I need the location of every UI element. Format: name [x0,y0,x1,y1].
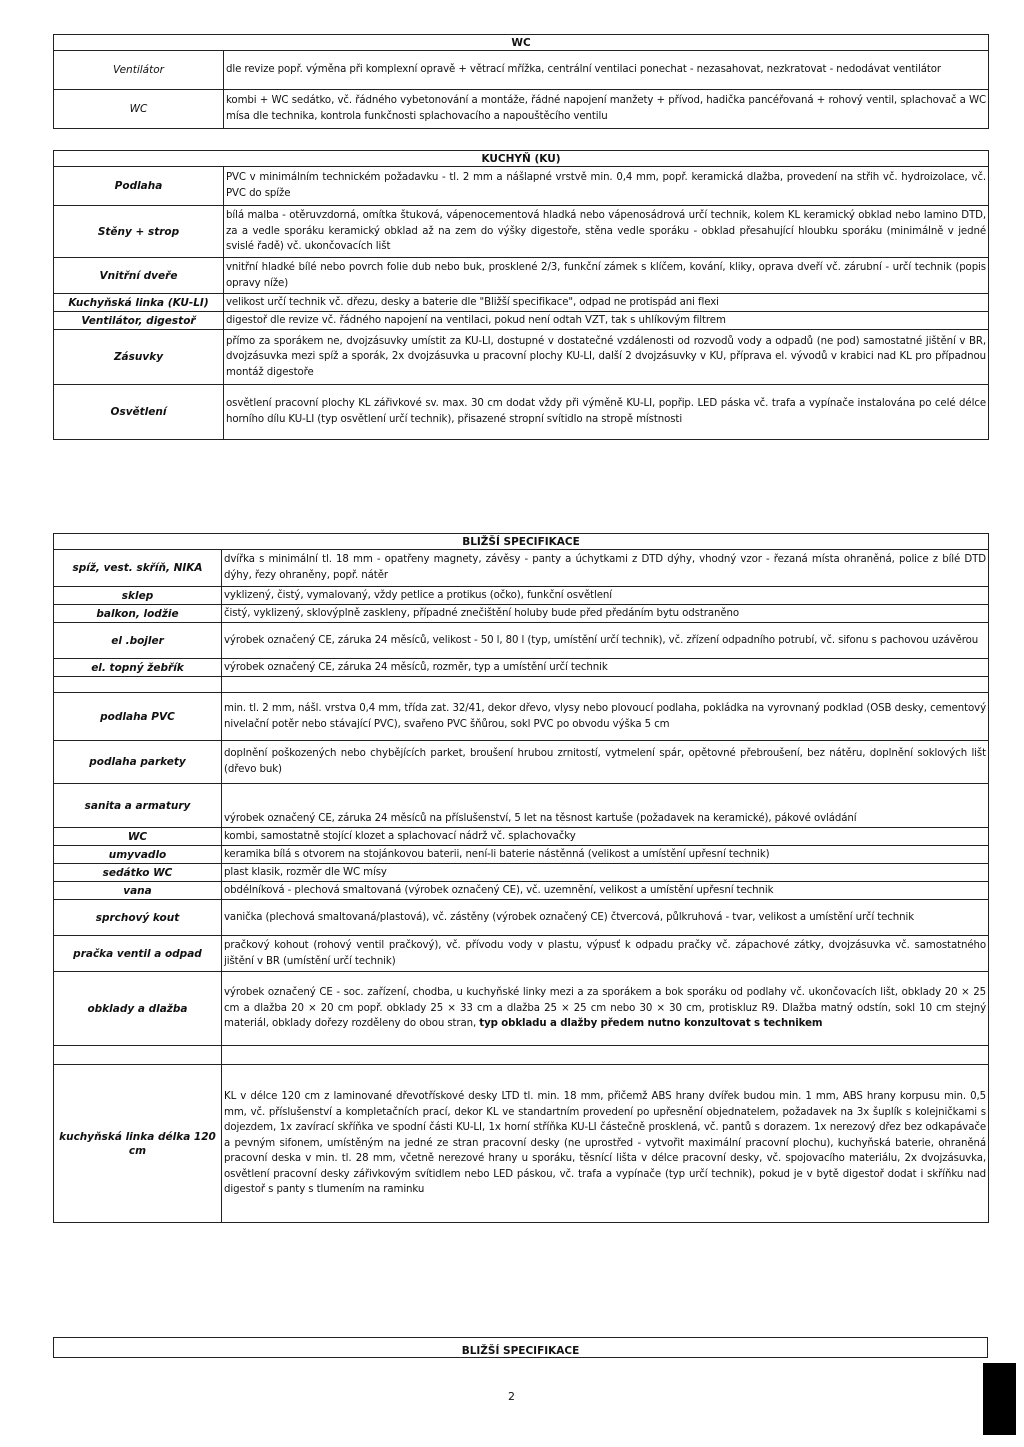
row-label: WC [54,90,224,129]
row-label: pračka ventil a odpad [54,936,222,972]
row-label: umyvadlo [54,846,222,864]
row-text: výrobek označený CE, záruka 24 měsíců na příslušenství, 5 let na těsnost kartuše (požadavek na keramické), pákové ovládání [222,784,989,828]
row-text: keramika bílá s otvorem na stojánkovou baterii, není-li baterie nástěnná (velikost a umístění upřesní technik) [222,846,989,864]
section-title: WC [54,35,989,51]
row-text: osvětlení pracovní plochy KL zářivkové sv. max. 30 cm dodat vždy při výměně KU-LI, popřip. LED páska vč. trafa a vypínače instalována po celé délce horního dílu KU-LI (typ osvětlení určí technik), přisazené stropní svítidlo na stropě místnosti [224,385,989,440]
spec-table [53,533,989,1223]
row-text: PVC v minimálním technickém požadavku - tl. 2 mm a nášlapné vrstvě min. 0,4 mm, popř. keramická dlažba, provedení na střih vč. hydroizolace, vč. PVC do spíže [224,167,989,206]
row-text: plast klasik, rozměr dle WC mísy [222,864,989,882]
row-text: obdélníková - plechová smaltovaná (výrobek označený CE), vč. uzemnění, velikost a umístění upřesní technik [222,882,989,900]
row-text-bold: typ obkladu a dlažby předem nutno konzultovat s technikem [479,1018,823,1030]
row-label: Osvětlení [54,385,224,440]
row-label: sprchový kout [54,900,222,936]
row-text: pračkový kohout (rohový ventil pračkový), vč. přívodu vody v plastu, výpusť k odpadu pračky vč. zápachové zátky, dvojzásuvka vč. samostatného jištění v BR (umístění určí technik) [222,936,989,972]
row-text: výrobek označený CE, záruka 24 měsíců, velikost - 50 l, 80 l (typ, umístění určí technik), vč. zřízení odpadního potrubí, vč. sifonu s pachovou uzávěrou [222,623,989,659]
row-text: vanička (plechová smaltovaná/plastová), vč. zástěny (výrobek označený CE) čtvercová, půlkruhová - tvar, velikost a umístění určí technik [222,900,989,936]
row-text: vnitřní hladké bílé nebo povrch folie dub nebo buk, prosklené 2/3, funkční zámek s klíčem, kování, kliky, oprava dveří vč. zárubní - určí technik (popis opravy níže) [224,258,989,294]
row-label: Zásuvky [54,330,224,385]
row-label: el. topný žebřík [54,659,222,677]
spec-table-2 [53,1337,988,1358]
row-text: kombi, samostatně stojící klozet a splachovací nádrž vč. splachovačky [222,828,989,846]
row-label: el .bojler [54,623,222,659]
row-label: sanita a armatury [54,784,222,828]
row-text: min. tl. 2 mm, nášl. vrstva 0,4 mm, třída zat. 32/41, dekor dřevo, vlysy nebo plovoucí podlaha, pokládka na vyrovnaný podklad (OSB desky, cementový nivelační potěr nebo stávající PVC), svařeno PVC šňůrou, sokl PVC po obvodu výška 5 cm [222,693,989,741]
row-label: sedátko WC [54,864,222,882]
section-title: BLIŽŠÍ SPECIFIKACE [54,534,989,550]
row-label: vana [54,882,222,900]
row-text: bílá malba - otěruvzdorná, omítka štuková, vápenocementová hladká nebo vápenosádrová určí technik, kolem KL keramický obklad nebo lamino DTD, za a vedle sporáku keramický obklad až na zem do výšky digestoře, stěna vedle sporáku - obklad přesahující hloubku sporáku (minimálně v jedné svislé řadě) vč. ukončovacích lišt [224,206,989,258]
row-text: KL v délce 120 cm z laminované dřevotřískové desky LTD tl. min. 18 mm, přičemž ABS hrany dvířek budou min. 1 mm, ABS hrany korpusu min. 0,5 mm, vč. příslušenství a kompletačních prací, dekor KL ve standartním provedení po upřesnění objednatelem, požadavek na 3x šuplík s kolejničkami s dojezdem, 1x zavírací skříňka ve spodní části KU-LI, 1x horní stříňka KU-LI částečně prosklená, vč. pantů s dorazem. 1x nerezový dřez bez odkapávače a pevným sifonem, umístěným na jedné ze stran pracovní desky (ne uprostřed - vytvořit maximální pracovní plochu), kuchyňská baterie, ohraněná pracovní deska v min. tl. 28 mm, včetně nerezové hrany u sporáku, těsnící lišta v délce pracovní desky, vč. spojovacího materiálu, 2x dvojzásuvka, osvětlení pracovní desky zářivkovým svítidlem nebo LED páskou, vč. trafa a vypínače (typ určí technik), pokud je v bytě digestoř dodat i skříňku nad digestoř s panty s tlumením na raminku [222,1065,989,1223]
row-text: vyklizený, čistý, vymalovaný, vždy petlice a protikus (očko), funkční osvětlení [222,587,989,605]
black-marker-bar [983,1363,1016,1435]
row-label: Ventilátor, digestoř [54,312,224,330]
row-text: výrobek označený CE, záruka 24 měsíců, rozměr, typ a umístění určí technik [222,659,989,677]
section-title: BLIŽŠÍ SPECIFIKACE [54,1338,988,1358]
row-text: čistý, vyklizený, sklovýplně zaskleny, případné znečištění holuby bude před předáním bytu odstraněno [222,605,989,623]
row-label: Vnitřní dveře [54,258,224,294]
row-label: podlaha PVC [54,693,222,741]
row-text: přímo za sporákem ne, dvojzásuvky umístit za KU-LI, dostupné v dostatečné vzdálenosti od rozvodů vody a odpadů (ne pod) samostatné jištění v BR, dvojzásuvka mezi spíž a sporák, 2x dvojzásuvka u pracovní plochy KU-LI, další 2 dvojzásuvky v KU, příprava el. vývodů v krabici nad KL pro případnou montáž digestoře [224,330,989,385]
row-text: dle revize popř. výměna při komplexní opravě + větrací mřížka, centrální ventilaci ponechat - nezasahovat, nezkratovat - nedodávat ventilátor [224,51,989,90]
row-label: podlaha parkety [54,741,222,784]
page-number: 2 [508,1390,515,1403]
row-label: Stěny + strop [54,206,224,258]
row-text: digestoř dle revize vč. řádného napojení na ventilaci, pokud není odtah VZT, tak s uhlíkovým filtrem [224,312,989,330]
wc-table [53,34,989,129]
kitchen-table [53,150,989,440]
row-text: kombi + WC sedátko, vč. řádného vybetonování a montáže, řádné napojení manžety + přívod, hadička pancéřovaná + rohový ventil, splachovač a WC mísa dle technika, kontrola funkčnosti splachovacího a napouštěcího ventilu [224,90,989,129]
row-label: spíž, vest. skříň, NIKA [54,550,222,587]
row-text: doplnění poškozených nebo chybějících parket, broušení hrubou zrnitostí, vytmelení spár, opětovné přebroušení, bez nátěru, doplnění soklových lišt (dřevo buk) [222,741,989,784]
row-text: velikost určí technik vč. dřezu, desky a baterie dle "Bližší specifikace", odpad ne protispád ani flexi [224,294,989,312]
row-label: Podlaha [54,167,224,206]
row-label: obklady a dlažba [54,972,222,1046]
row-label: kuchyňská linka délka 120 cm [54,1065,222,1223]
row-text [222,972,989,1046]
row-text-normal: výrobek označený CE - soc. zařízení, chodba, u kuchyňské linky mezi a za sporákem a bok sporáku od podlahy vč. ukončovacích lišt, obklady 20 × 25 cm a dlažba 20 × 20 cm popř. obklady 25 × 33 cm a dlažba 25 × 25 cm nebo 30 × 30 cm, protiskluz R9. Dlažba matný odstín, sokl 10 cm stejný materiál, obklady dořezy rozděleny do obou stran, [224,987,987,1030]
row-label: balkon, lodžie [54,605,222,623]
row-label: sklep [54,587,222,605]
row-label: Kuchyňská linka (KU-LI) [54,294,224,312]
row-label: Ventilátor [54,51,224,90]
row-text: dvířka s minimální tl. 18 mm - opatřeny magnety, závěsy - panty a úchytkami z DTD dýhy, vhodný vzor - řezaná místa ohraněná, police z bílé DTD dýhy, řezy ohraněny, popř. nátěr [222,550,989,587]
row-label: WC [54,828,222,846]
section-title: KUCHYŇ (KU) [54,151,989,167]
